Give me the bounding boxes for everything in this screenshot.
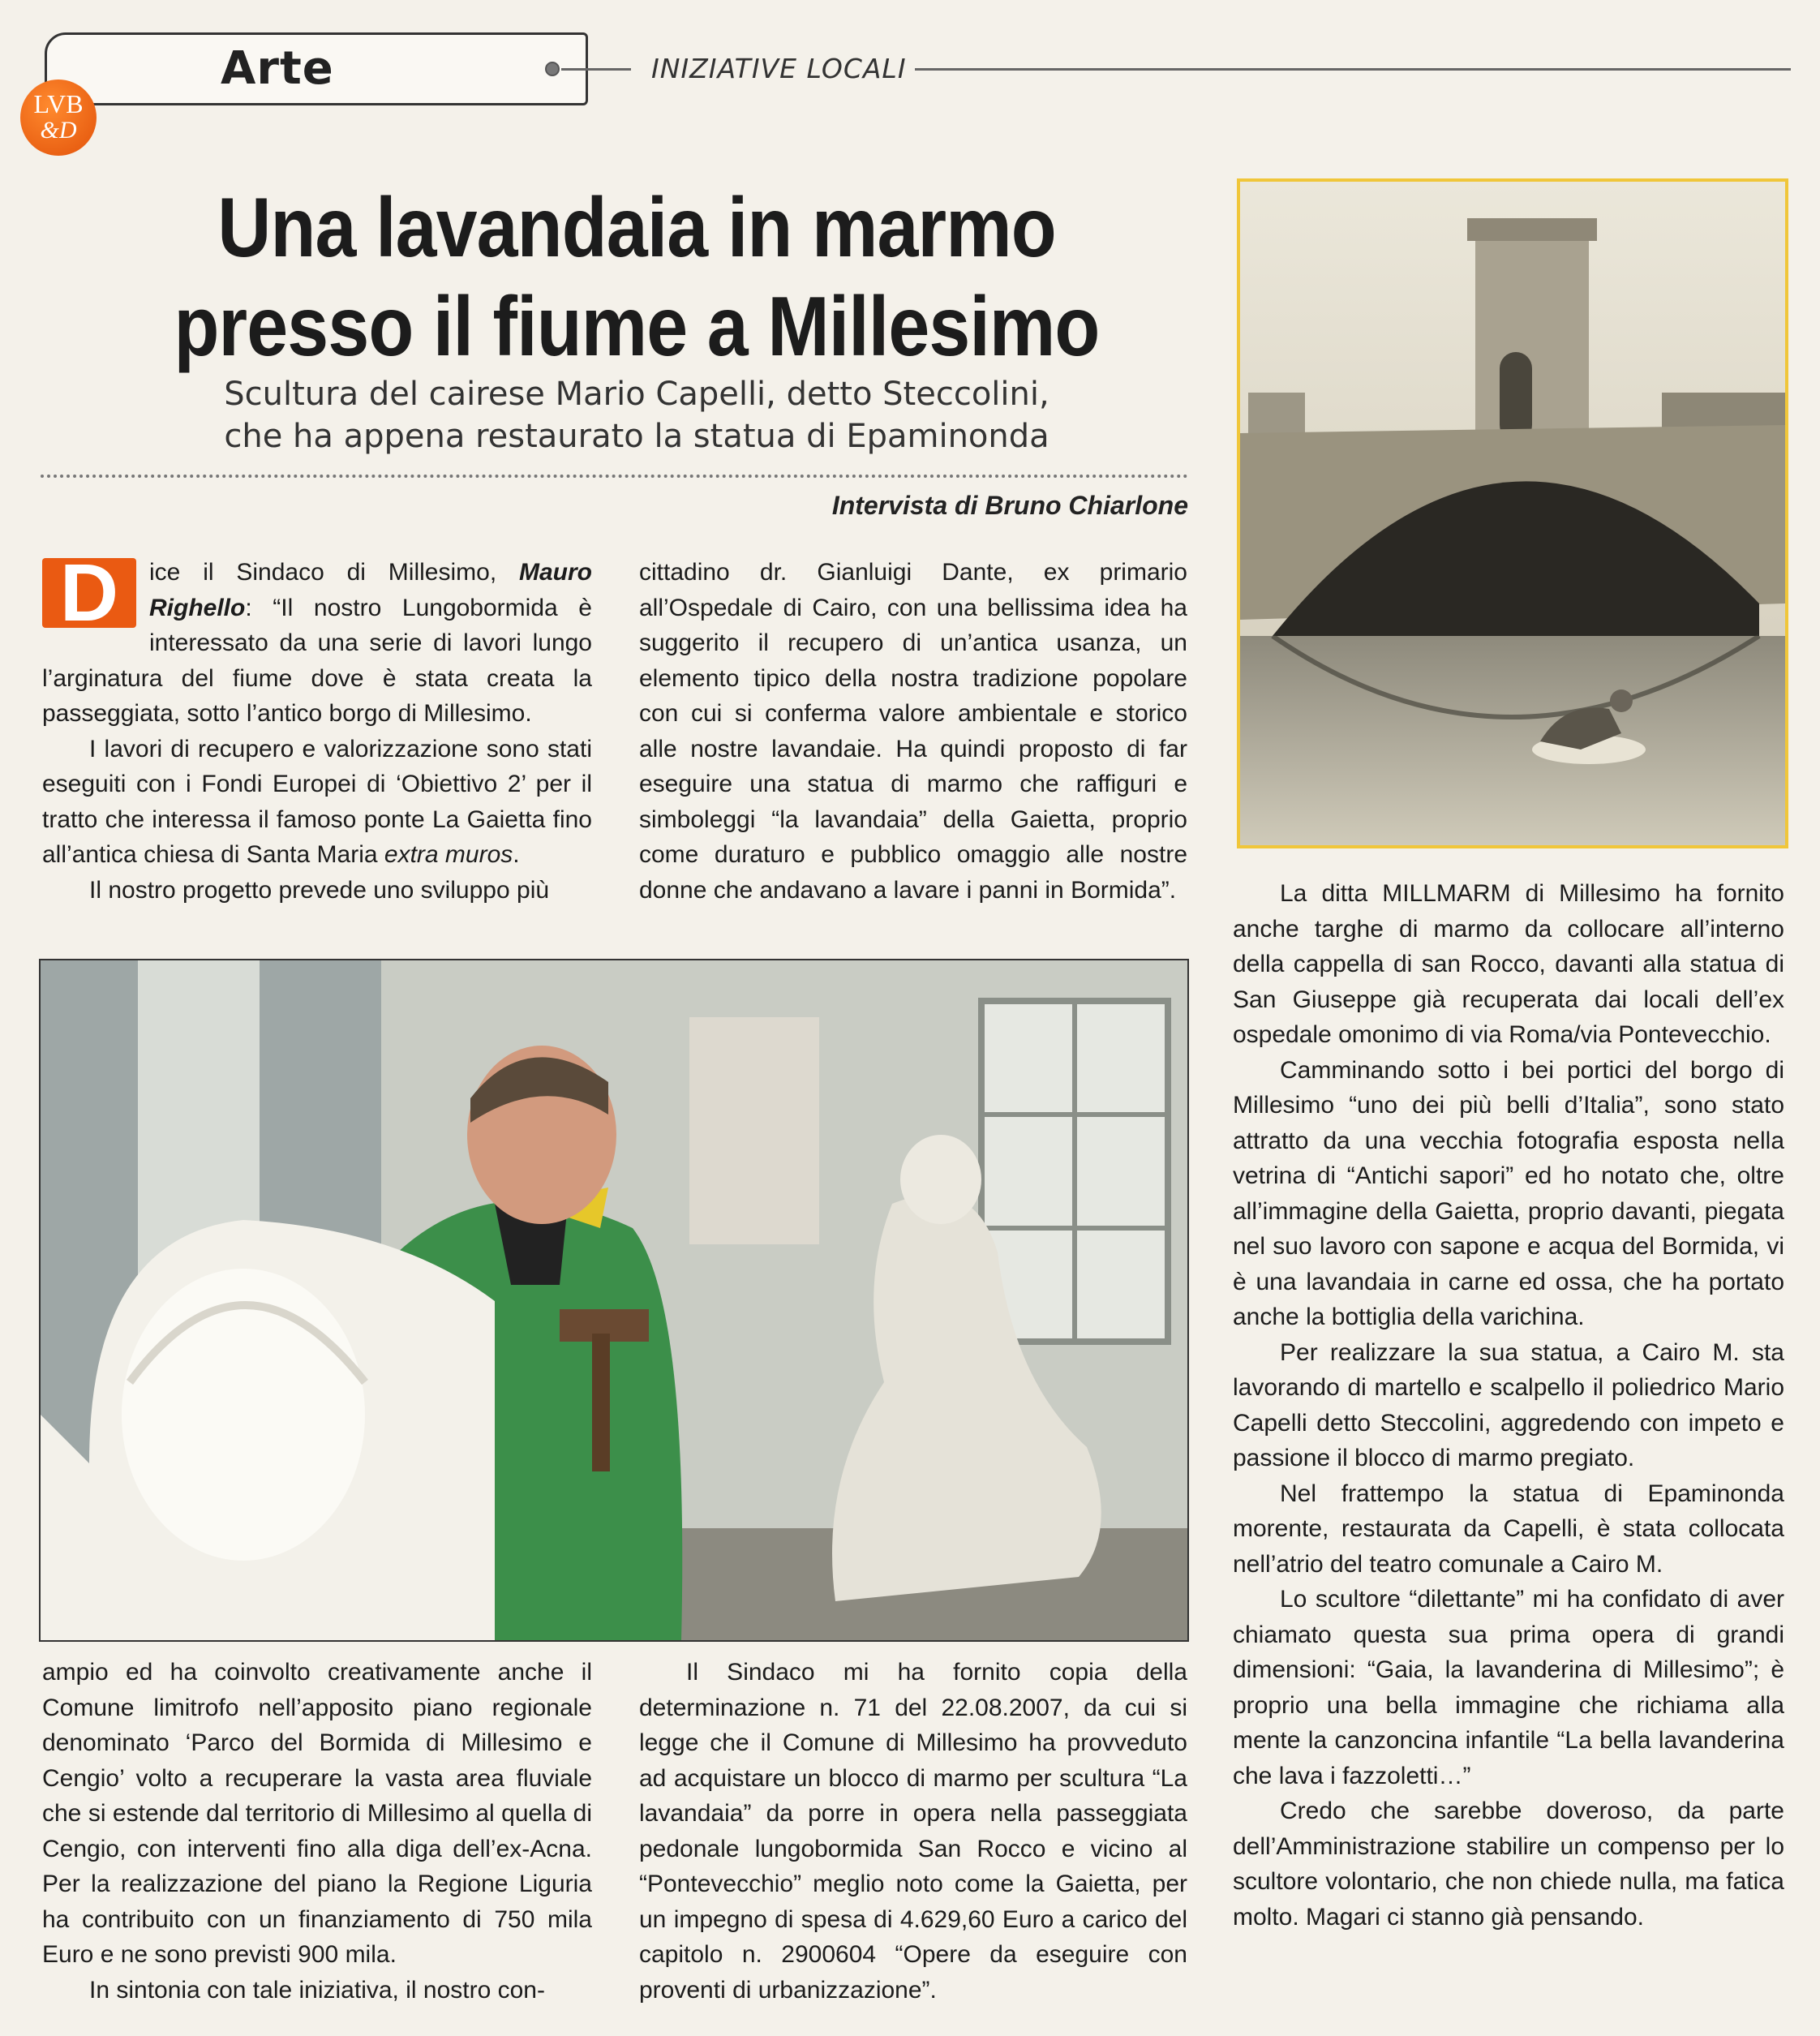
- bridge-photo-illustration: [1240, 182, 1785, 845]
- paragraph: Nel frattempo la statua di Epaminonda morente, restaurata da Capelli, è stata collocata nell’atrio del teatro comunale a Cairo M.: [1233, 1480, 1784, 1578]
- section-title: Arte: [221, 42, 334, 95]
- article-subtitle: [49, 373, 1225, 457]
- headline-line-2: presso il fiume a Millesimo: [174, 280, 1100, 374]
- paragraph: [42, 732, 592, 873]
- text-run: ice il Sindaco di Millesimo,: [149, 559, 519, 586]
- paragraph: cittadino dr. Gianluigi Dante, ex primario all’Ospedale di Cairo, con una bellissima idea ha suggerito il recupero di un’antica usanza, un elemento tipico della nostra tradizione popolare con cui si conferma valore ambientale e storico alle nostre lavandaie. Ha quindi proposto di far eseguire una statua di marmo che raffiguri e simboleggi “la lavandaia” della Gaietta, proprio come duraturo e pubblico omaggio alle nostre donne che andavano a lavare i panni in Bormida”.: [639, 559, 1187, 904]
- section-category: INIZIATIVE LOCALI: [651, 53, 907, 84]
- logo-text-bottom: &D: [40, 117, 77, 144]
- paragraph: ampio ed ha coinvolto creativamente anche il Comune limitrofo nell’apposito piano regionale denominato ‘Parco del Bormida di Millesimo e Cengio’ volto a recuperare la vasta area fluviale che si estende dal territorio di Millesimo al quella di Cengio, con interventi fino alla diga dell’ex-Acna. Per la realizzazione del piano la Regione Liguria ha contribuito con un finanziamento di 750 mila Euro e ne sono previsti 900 mila.: [42, 1659, 592, 1968]
- paragraph: Camminando sotto i bei portici del borgo di Millesimo “uno dei più belli d’Italia”, sono stato attratto da una vecchia fotografia esposta nella vetrina di “Antichi sapori” ed ho notato che, oltre all’immagine della Gaietta, proprio davanti, piegata nel suo lavoro con sapone e acqua del Bormida, vi è una lavandaia in carne ed ossa, che ha portato anche la bottiglia della varichina.: [1233, 1056, 1784, 1330]
- paragraph: Il Sindaco mi ha fornito copia della determinazione n. 71 del 22.08.2007, da cui si legge che il Comune di Millesimo ha provveduto ad acquistare un blocco di marmo per scultura “La lavandaia” da porre in opera nella passeggiata pedonale lungobormida San Rocco e vicino al “Pontevecchio” meglio noto come la Gaietta, per un impegno di spesa di 4.629,60 Euro a carico del capitolo n. 2900604 “Opere da eseguire con proventi di urbanizzazione”.: [639, 1659, 1187, 2004]
- header-divider-long: [915, 68, 1791, 71]
- article-headline: [61, 178, 1213, 376]
- paragraph: Credo che sarebbe doveroso, da parte dell’Amministrazione stabilire un compenso per lo scultore volontario, che non chiede nulla, ma fatica molto. Magari ci stanno già pensando.: [1233, 1798, 1784, 1931]
- text-run: : “Il nostro Lungobormida è interessato da una serie di lavori lungo l’arginatura del fiume dove è stata creata la passeggiata, sotto l’antico borgo di Millesimo.: [42, 594, 592, 727]
- column-1-top: [42, 555, 592, 944]
- text-run: .: [513, 841, 520, 868]
- logo-text-top: LVB: [33, 89, 84, 118]
- paragraph: La ditta MILLMARM di Millesimo ha fornito anche targhe di marmo da collocare all’interno della cappella di san Rocco, davanti alla statua di San Giuseppe già recuperata dai locali dell’ex ospedale omonimo di via Roma/via Pontevecchio.: [1233, 880, 1784, 1048]
- dotted-divider: [41, 475, 1188, 478]
- header-divider-short: [561, 68, 631, 71]
- paragraph: Lo scultore “dilettante” mi ha confidato di aver chiamato questa sua prima opera di grandi dimensioni: “Gaia, la lavanderina di Millesimo”; è proprio una bella immagine che richiama alla mente la canzoncina infantile “La bella lavanderina che lava i fazzoletti…”: [1233, 1586, 1784, 1789]
- publication-logo: [20, 79, 97, 156]
- paragraph: [42, 555, 592, 732]
- subtitle-line-2: che ha appena restaurato la statua di Epaminonda: [224, 418, 1050, 455]
- subtitle-line-1: Scultura del cairese Mario Capelli, detto Steccolini,: [224, 376, 1050, 413]
- column-3: [1233, 876, 1784, 2020]
- column-2-bottom: [639, 1655, 1187, 2028]
- latin-term: extra muros: [384, 841, 513, 868]
- mayor-name: Mauro Righello: [149, 559, 592, 621]
- paragraph: In sintonia con tale iniziativa, il nostro con-: [89, 1976, 545, 2004]
- paragraph: Il nostro progetto prevede uno sviluppo più: [89, 876, 550, 904]
- column-1-bottom: [42, 1655, 592, 2028]
- drop-cap: D: [42, 558, 136, 628]
- sculptor-photo: [39, 959, 1189, 1642]
- paragraph: Per realizzare la sua statua, a Cairo M. sta lavorando di martello e scalpello il poliedrico Mario Capelli detto Steccolini, aggredendo con impeto e passione il blocco di marmo pregiato.: [1233, 1338, 1784, 1471]
- sculptor-photo-illustration: [41, 960, 1187, 1640]
- text-run: I lavori di recupero e valorizzazione sono stati eseguiti con i Fondi Europei di ‘Obiettivo 2’ per il tratto che interessa il famoso ponte La Gaietta fino all’antica chiesa di Santa Maria: [42, 735, 592, 868]
- header-bullet-icon: [545, 62, 560, 76]
- headline-line-1: Una lavandaia in marmo: [217, 181, 1056, 275]
- article-byline: Intervista di Bruno Chiarlone: [831, 491, 1188, 520]
- column-2-top: [639, 555, 1187, 944]
- bridge-photo: [1237, 178, 1788, 848]
